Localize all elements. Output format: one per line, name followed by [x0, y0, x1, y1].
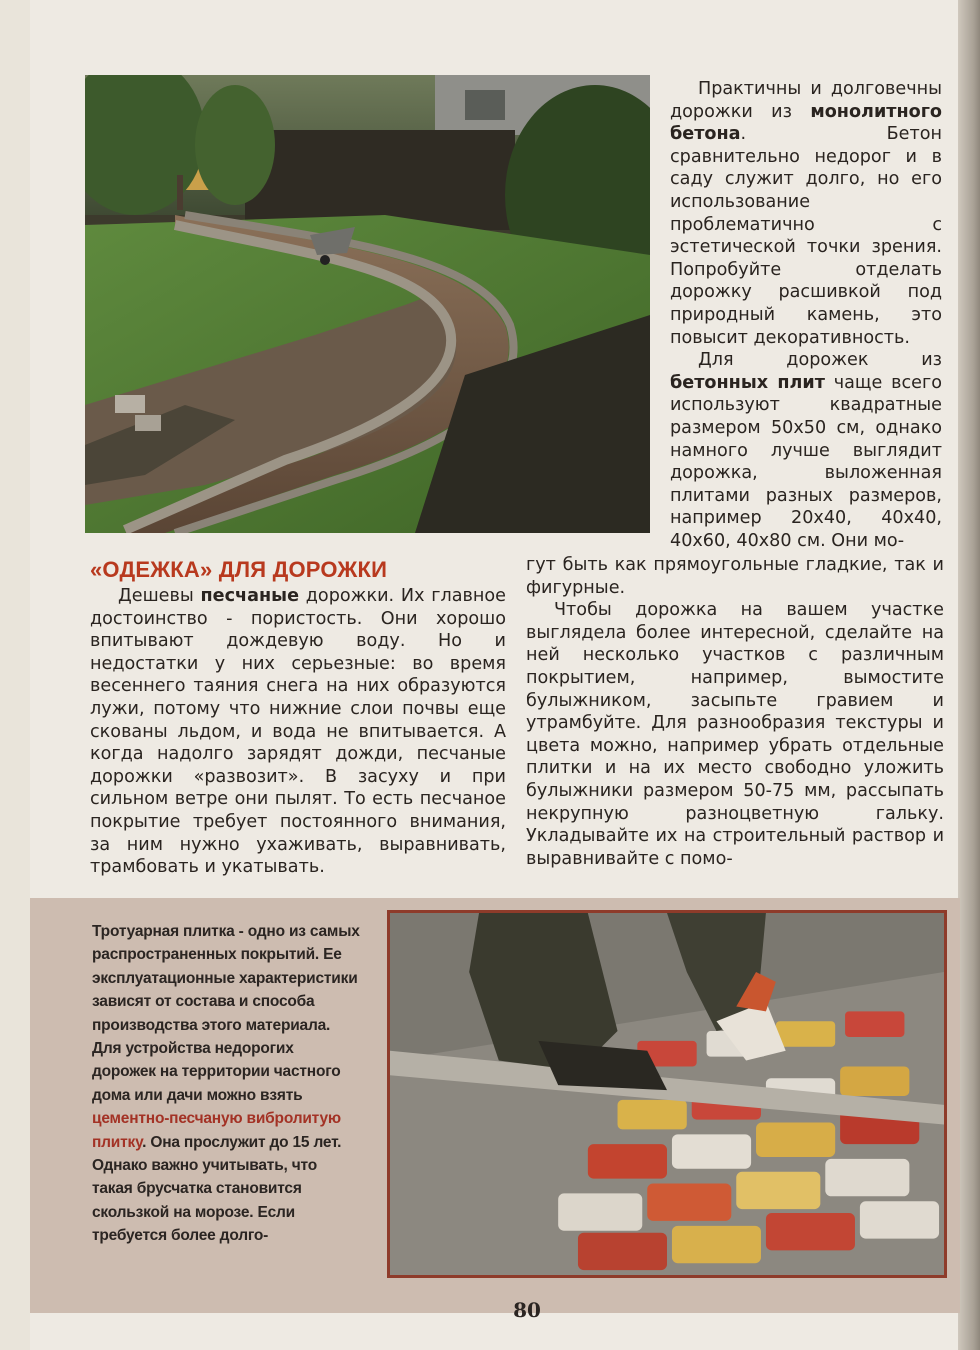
article-column-right-top [670, 78, 942, 552]
photo-caption: Тротуарная плитка - одно из самых распространенных покрытий. Ее эксплуатационные характеристики зависят от состава и способа производства этого материала. Для устройства недорогих дорожек на территории частного дома или дачи можно взять цементно-песчаную вибролитую плитку. Она прослужит до 15 лет. Однако важно учитывать, что такая брусчатка становится скользкой на морозе. Если требуется более долго- [92, 923, 360, 1245]
continued-paragraph: гут быть как прямоугольные гладкие, так и фигурные. [526, 555, 944, 598]
article-column-right-bottom [526, 554, 944, 870]
sand-paths-paragraph: Дешевы песчаные дорожки. Их главное достоинство - пористость. Они хорошо впитывают дождевую воду. Но и недостатки у них серьезные: во время весеннего таяния снега на них образуются лужи, потому что нижние слои почвы еще скованы льдом, и вода не впитывается. А когда надолго зарядят дожди, песчаные дорожки «развозит». В засуху и при сильном ветре они пылят. То есть песчаное покрытие требует постоянного внимания, за ним нужно ухаживать, выравнивать, трамбовать и укатывать. [90, 586, 506, 878]
concrete-paragraph: Практичны и долговечны дорожки из монолитного бетона. Бетон сравнительно недорог и в саду служит долго, но его использование проблематично с эстетической точки зрения. Попробуйте отделать дорожку расшивкой под природный камень, это повысит декоративность. [670, 79, 942, 348]
mixed-surface-paragraph: Чтобы дорожка на вашем участке выглядела более интересной, сделайте на ней несколько участков с различным покрытием, например, вымостите булыжником, засыпьте гравием и утрамбуйте. Для разнообразия текстуры и цвета можно, например убрать отдельные плитки и на их место свободно уложить булыжники размером 50-75 мм, рассыпать некрупную разноцветную гальку. Укладывайте их на строительный раствор и выравнивайте с помо- [526, 600, 944, 869]
paving-tiles-photo [387, 910, 947, 1278]
page-number: 80 [513, 1298, 541, 1322]
concrete-slabs-paragraph: Для дорожек из бетонных плит чаще всего используют квадратные размером 50х50 см, однако намного лучше выглядит дорожка, выложенная плитами разных размеров, например 20х40, 40х40, 40х60, 40х80 см. Они мо- [670, 350, 942, 551]
section-heading: «ОДЕЖКА» ДЛЯ ДОРОЖКИ [90, 557, 388, 582]
garden-path-photo [85, 75, 650, 533]
page-spine-shadow [958, 0, 980, 1350]
article-column-left-bottom [90, 585, 506, 879]
caption-highlight: цементно-песчаную вибролитую плитку [92, 1110, 341, 1151]
